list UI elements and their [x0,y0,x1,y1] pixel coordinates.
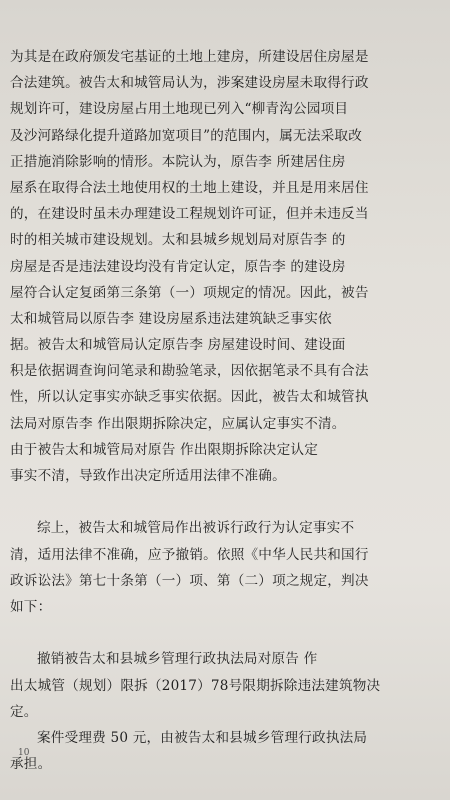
text-line: 法局对原告李 作出限期拆除决定，应属认定事实不清。 [10,415,346,432]
text-line: 由于被告太和城管局对原告 作出限期拆除决定认定 [10,441,318,458]
text-line: 性，所以认定事实亦缺乏事实依据。因此，被告太和城管执 [10,389,369,406]
text-line: 的，在建设时虽未办理建设工程规划许可证，但并未违反当 [10,206,369,223]
text-line: 为其是在政府颁发宅基证的土地上建房，所建设居住房屋是 [10,49,369,65]
text-line: 案件受理费 50 元，由被告太和县城乡管理行政执法局 [37,729,368,746]
text-line: 政诉讼法》第七十条第（一）项、第（二）项之规定，判决 [10,572,369,589]
text-line: 清，适用法律不准确，应予撤销。依照《中华人民共和国行 [10,546,369,563]
text-line: 积是依据调查询问笔录和勘验笔录，因依据笔录不具有合法 [10,363,369,380]
text-line: 屋系在取得合法土地使用权的土地上建设，并且是用来居住 [10,179,369,196]
text-line: 撤销被告太和县城乡管理行政执法局对原告 作 [37,651,318,668]
text-line: 合法建筑。被告太和城管局认为，涉案建设房屋未取得行政 [10,75,369,92]
paragraph-gap [10,620,436,646]
text-line: 太和城管局以原告李 建设房屋系违法建筑缺乏事实依 [10,310,332,327]
text-line: 及沙河路绿化提升道路加宽项目”的范围内，属无法采取改 [10,127,362,144]
text-line: 规划许可，建设房屋占用土地现已列入“柳青沟公园项目 [10,101,349,118]
text-line: 出太城管（规划）限拆（2017）78号限期拆除违法建筑物决 [10,677,381,694]
document-body [10,44,436,777]
text-line: 正措施消除影响的情形。本院认为，原告李 所建居住房 [10,153,346,170]
text-line: 事实不清，导致作出决定所适用法律不准确。 [10,468,286,484]
text-line: 时的相关城市建设规划。太和县城乡规划局对原告李 的 [10,232,346,249]
text-line: 综上，被告太和城管局作出被诉行政行为认定事实不 [37,520,355,537]
text-line: 定。 [10,703,38,720]
text-line: 屋符合认定复函第三条第（一）项规定的情况。因此，被告 [10,284,369,301]
text-line: 如下： [10,598,52,615]
paragraph-gap [10,489,436,515]
page-number: 10 [18,748,30,758]
text-line: 承担。 [10,756,52,773]
text-line: 房屋是否是违法建设均没有肯定认定，原告李 的建设房 [10,258,346,275]
text-line: 据。被告太和城管局认定原告李 房屋建设时间、建设面 [10,337,346,354]
